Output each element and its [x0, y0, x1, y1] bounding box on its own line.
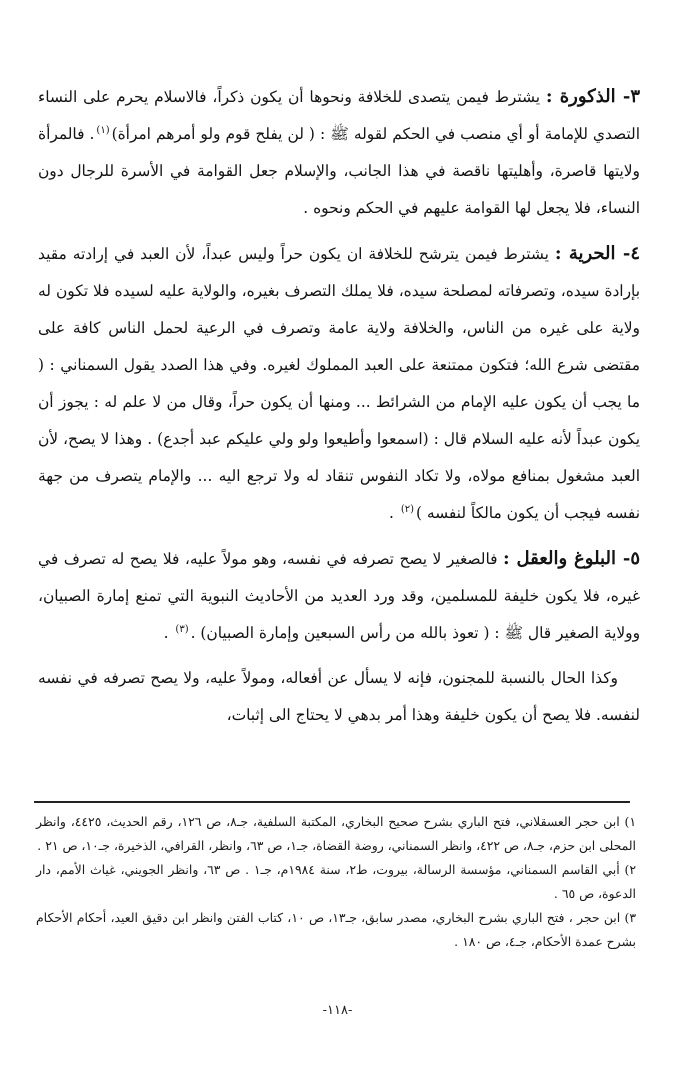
paragraph-insanity: [38, 660, 640, 734]
paragraph-text: يشترط فيمن يتصدى للخلافة ونحوها أن يكون ذكراً، فالاسلام يحرم على النساء التصدي للإمامة أو أي منصب في الحكم لقوله ﷺ : ( لن يفلح قوم ولو أمرهم امرأة): [38, 88, 641, 143]
paragraph-maturity: [38, 540, 640, 652]
footnote-ref-2: (٢): [400, 503, 415, 515]
footnote-3: ٣) ابن حجر ، فتح الباري بشرح البخاري، مصدر سابق، جـ١٣، ص ١٠، كتاب الفتن وانظر ابن دقيق العيد، أحكام الأحكام بشرح عمدة الأحكام، جـ٤، ص ١٨٠ .: [36, 910, 636, 949]
main-text: [38, 78, 640, 742]
footnote-1: ١) ابن حجر العسقلاني، فتح الباري بشرح صحيح البخاري، المكتبة السلفية، جـ٨، ص ١٢٦، رقم الحديث، ٤٤٢٥، وانظر المحلى ابن حزم، جـ٨، ص ٤٢٢، وانظر السمناني، روضة القضاة، جـ١، ص ٦٣، وانظر، القرافي، الذخيرة، جـ١٠، ص ٢١ .: [36, 814, 636, 853]
footnotes: [36, 810, 636, 954]
section-heading-maturity: ٥- البلوغ والعقل :: [503, 548, 640, 569]
section-heading-freedom: ٤- الحرية :: [554, 243, 640, 264]
footnote-2: ٢) أبي القاسم السمناني، مؤسسة الرسالة، بيروت، ط٢، سنة ١٩٨٤م، جـ١ . ص ٦٣، وانظر الجويني، غياث الأمم، دار الدعوة، ص ٦٥ .: [36, 862, 636, 901]
paragraph-tail: . فالمرأة ولايتها قاصرة، وأهليتها ناقصة في هذا الجانب، والإسلام جعل القوامة في الأسرة للرجال دون النساء، فلا يجعل لها القوامة عليهم في الحكم ونحوه .: [38, 125, 640, 217]
paragraph-text: فالصغير لا يصح تصرفه في نفسه، وهو مولاً عليه، فلا يصح له تصرف في غيره، فلا يكون خليفة للمسلمين، وقد ورد العديد من الأحاديث النبوية التي تمنع إمارة الصبيان، وولاية الصغير قال ﷺ : ( تعوذ بالله من رأس السبعين وإمارة الصبيان) .: [38, 550, 640, 642]
footnote-ref-1: (١): [96, 124, 110, 136]
paragraph-freedom: [38, 235, 640, 532]
paragraph-tail: .: [163, 624, 174, 642]
paragraph-text: وكذا الحال بالنسبة للمجنون، فإنه لا يسأل عن أفعاله، ومولاً عليه، ولا يصح تصرفه في نفسه لنفسه. فلا يصح أن يكون خليفة وهذا أمر بدهي لا يحتاج الى إثبات،: [38, 669, 640, 724]
paragraph-masculinity: [38, 78, 640, 227]
section-heading-masculinity: ٣- الذكورة :: [545, 86, 640, 107]
footnote-divider: [34, 801, 630, 803]
footnote-ref-3: (٣): [175, 623, 189, 635]
paragraph-tail: .: [389, 504, 399, 522]
paragraph-text: يشترط فيمن يترشح للخلافة ان يكون حراً وليس عبداً، لأن العبد في إرادته مقيد بإرادة سيده، وتصرفاته لمصلحة سيده، فلا يملك التصرف بغيره، والولاية عليه لسيده فلا تكون له ولاية على غيره من الناس، والخلافة ولاية عامة وتصرف في الرعية لحمل الناس كافة على مقتضى شرع الله؛ فتكون ممتنعة على العبد المملوك لغيره. وفي هذا الصدد يقول السمناني : ( ما يجب أن يكون عليه الإمام من الشرائط ... ومنها أن يكون حراً، وقال من لا علم له : يجوز أن يكون عبداً لأنه عليه السلام قال : (اسمعوا وأطيعوا ولو ولي عليكم عبد أجدع) . وهذا لا يصح، لأن العبد مشغول بمنافع مولاه، ولا تكاد النفوس تنقاد له ولا ترجع اليه ... والإمام يتصرف من جهة نفسه فيجب أن يكون مالكاً لنفسه ): [38, 245, 640, 522]
page-number: -١١٨-: [322, 1003, 353, 1018]
